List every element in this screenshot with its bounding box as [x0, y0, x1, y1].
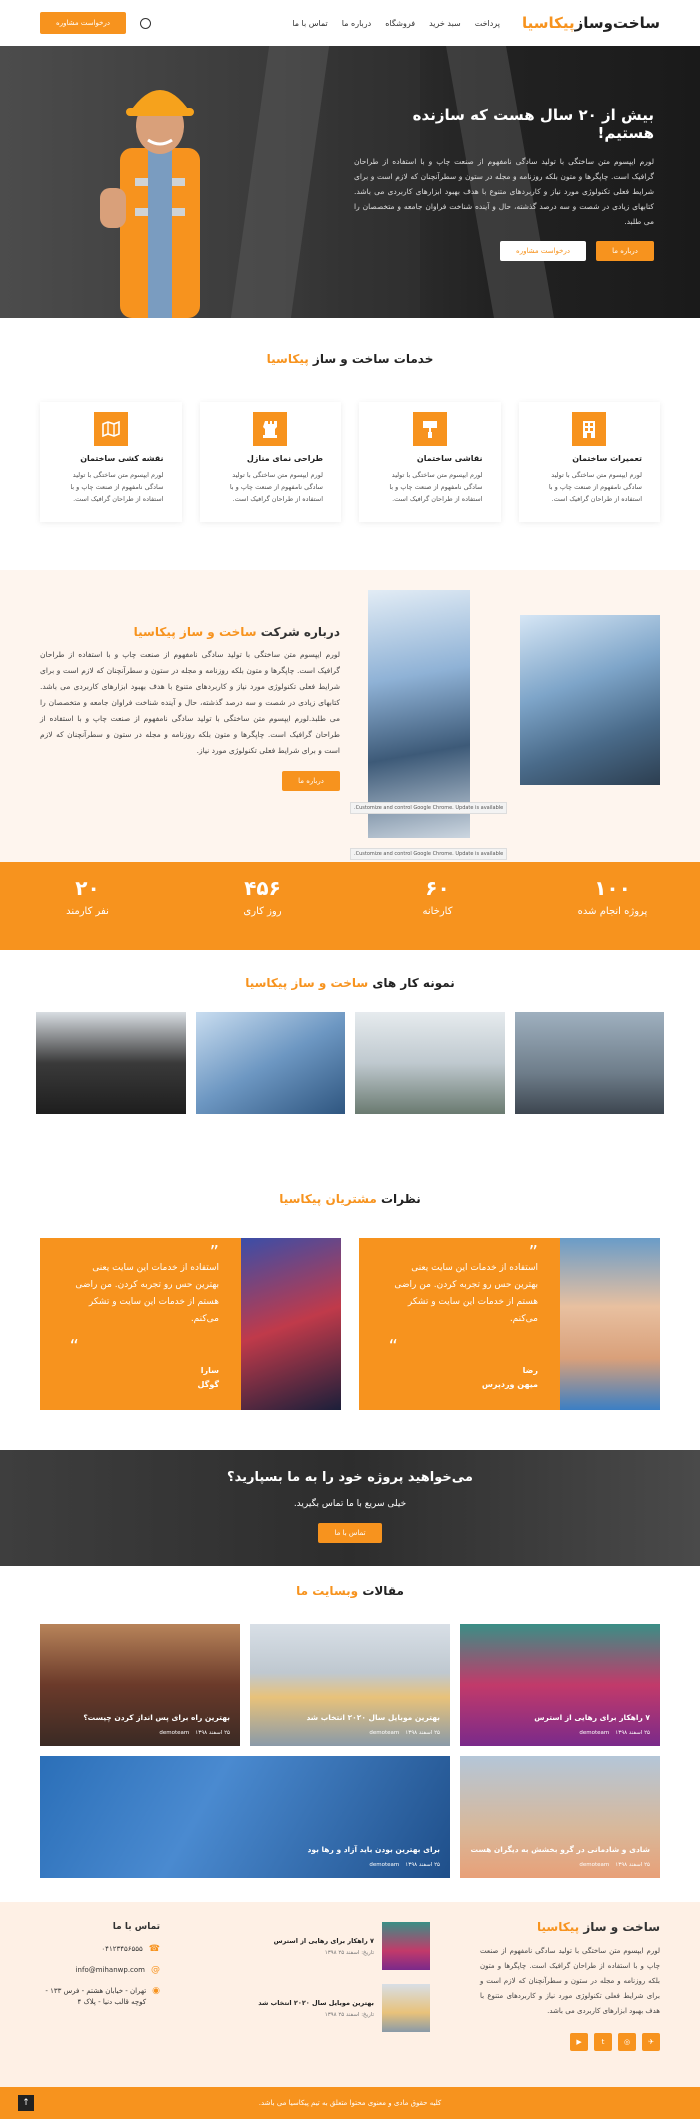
blog-card-author: demoteam	[369, 1862, 400, 1868]
blog-card-author: demoteam	[369, 1730, 400, 1736]
service-card[interactable]	[359, 402, 501, 522]
hero-text: لورم ایپسوم متن ساختگی با تولید سادگی نامفهوم از صنعت چاپ و با استفاده از طراحان گرافیک است. چاپگرها و متون بلکه روزنامه و مجله در ستون و سطرآنچنان که لازم است و برای شرایط فعلی تکنولوژی مورد نیاز و کاربردهای متنوع با هدف بهبود ابزارهای کاربردی می باشد. کتابهای زیادی در شصت و سه درصد گذشته، حال و آینده شناخت فراوان جامعه و متخصصان را می طلبد.	[354, 157, 654, 226]
blog-card[interactable]	[40, 1624, 240, 1746]
service-title: نقاشی ساختمان	[416, 454, 483, 463]
stat-label: روز کاری	[243, 906, 282, 917]
telegram-icon[interactable]: ✈	[642, 2033, 660, 2051]
blog-card-title: برای بهترین بودن باید آزاد و رها بود	[307, 1845, 440, 1854]
about-building-image-tall	[368, 590, 470, 838]
portfolio-image-workers[interactable]	[515, 1012, 665, 1114]
about-section	[0, 570, 700, 862]
services-title-b: پیکاسیا	[266, 352, 309, 366]
footer-recent-posts	[250, 1922, 430, 2046]
stat-item	[175, 862, 350, 950]
cta-section	[0, 1450, 700, 1566]
copyright-bar	[0, 2087, 700, 2119]
blog-title-a: مقالات	[362, 1584, 404, 1598]
footer-about-text: لورم ایپسوم متن ساختگی با تولید سادگی نامفهوم از صنعت چاپ و با استفاده از طراحان گرافیک است. چاپگرها و متون بلکه روزنامه و مجله در ستون و سطرآنچنان که لازم است و برای شرایط فعلی تکنولوژی مورد نیاز و کاربردهای متنوع با هدف بهبود ابزارهای کاربردی می باشد.	[480, 1947, 660, 2015]
blog-card-author: demoteam	[579, 1862, 610, 1868]
about-title	[40, 625, 340, 639]
chrome-update-tooltip: Customize and control Google Chrome. Update is available.	[350, 802, 507, 814]
blog-card-title: بهترین راه برای پس انداز کردن چیست؟	[83, 1713, 230, 1722]
cta-contact-button[interactable]: تماس با ما	[318, 1523, 382, 1543]
portfolio-title-a: نمونه کار های	[372, 976, 455, 990]
service-title: تعمیرات ساختمان	[572, 454, 642, 463]
service-card[interactable]	[40, 402, 182, 522]
recent-post[interactable]	[250, 1922, 430, 1970]
testimonials-title	[40, 1192, 660, 1206]
portfolio-image-modern-house[interactable]	[36, 1012, 186, 1114]
blog-card-author: demoteam	[579, 1730, 610, 1736]
scroll-top-icon[interactable]: ↑	[18, 2095, 34, 2111]
recent-post-title: بهترین موبایل سال ۲۰۲۰ انتخاب شد	[258, 1998, 374, 2007]
quote-close-icon: “	[388, 1336, 398, 1357]
recent-post-date: تاریخ: اسفند ۲۵ ۱۳۹۸	[324, 2011, 374, 2018]
portfolio-section	[0, 950, 700, 1168]
hero-worker-image	[90, 68, 226, 318]
search-icon[interactable]	[140, 18, 151, 29]
stat-number: ۴۵۶	[244, 876, 281, 900]
services-title	[40, 352, 660, 366]
testimonial-avatar	[560, 1238, 660, 1410]
footer-title-b: پیکاسیا	[537, 1920, 580, 1934]
testimonial-name: رضا	[522, 1366, 538, 1375]
service-title: نقشه کشی ساختمان	[80, 454, 164, 463]
blog-card-title: بهترین موبایل سال ۲۰۲۰ انتخاب شد	[306, 1713, 440, 1722]
site-header	[0, 0, 700, 46]
instagram-icon[interactable]: ◎	[618, 2033, 636, 2051]
testimonial-quote: استفاده از خدمات این سایت یعنی بهترین حس رو تجربه کردن. من راضی هستم از خدمات این سایت و تشکر می‌کنم.	[75, 1263, 219, 1324]
consult-button[interactable]: درخواست مشاوره	[40, 12, 126, 34]
hero-section	[0, 46, 700, 318]
recent-post-title: ۷ راهکار برای رهایی از استرس	[273, 1936, 374, 1945]
stat-number: ۲۰	[75, 876, 100, 900]
nav-item-cart[interactable]: سبد خرید	[429, 18, 461, 28]
testimonial-card	[40, 1238, 341, 1410]
service-text: لورم ایپسوم متن ساختگی با تولید سادگی نامفهوم از صنعت چاپ و با استفاده از طراحان گرافیک است.	[548, 471, 642, 503]
blog-section	[0, 1566, 700, 1902]
service-title: طراحی نمای منازل	[246, 454, 323, 463]
hero-consult-button[interactable]: درخواست مشاوره	[500, 241, 586, 261]
social-links	[480, 2033, 660, 2051]
stat-number: ۶۰	[425, 876, 450, 900]
paint-roller-icon	[413, 412, 447, 446]
about-title-a: درباره شرکت	[260, 625, 340, 639]
about-title-b: ساخت و ساز پیکاسیا	[133, 625, 257, 639]
footer-about-title	[480, 1920, 660, 1934]
testimonial-company: گوگل	[197, 1380, 219, 1389]
stat-item	[525, 862, 700, 950]
twitter-icon[interactable]: t	[594, 2033, 612, 2051]
nav-item-checkout[interactable]: پرداخت	[474, 18, 500, 28]
testimonials-title-b: مشتریان پیکاسیا	[279, 1192, 377, 1206]
logo-text: ساخت‌وساز	[574, 14, 660, 32]
testimonial-company: میهن وردپرس	[481, 1380, 538, 1389]
building-icon	[572, 412, 606, 446]
portfolio-image-villa[interactable]	[355, 1012, 505, 1114]
testimonial-name: سارا	[200, 1366, 219, 1375]
testimonial-quote: استفاده از خدمات این سایت یعنی بهترین حس رو تجربه کردن. من راضی هستم از خدمات این سایت و تشکر می‌کنم.	[394, 1263, 538, 1324]
hero-title: بیش از ۲۰ سال هست که سازنده هستیم!	[412, 106, 654, 142]
chess-rook-icon	[253, 412, 287, 446]
blog-card-date: ۲۵ اسفند ۱۳۹۸	[615, 1730, 650, 1736]
recent-post-thumb	[382, 1922, 430, 1970]
youtube-icon[interactable]: ▶	[570, 2033, 588, 2051]
blog-card-date: ۲۵ اسفند ۱۳۹۸	[195, 1730, 230, 1736]
site-footer	[0, 1902, 700, 2087]
hero-about-button[interactable]: درباره ما	[596, 241, 654, 261]
chrome-update-tooltip: Customize and control Google Chrome. Update is available.	[350, 848, 507, 860]
blog-card-date: ۲۵ اسفند ۱۳۹۸	[405, 1862, 440, 1868]
stat-item	[0, 862, 175, 950]
phone-icon: ☎	[148, 1944, 160, 1954]
at-icon: @	[151, 1965, 160, 1975]
stat-label: نفر کارمند	[66, 906, 109, 917]
blog-card-author: demoteam	[159, 1730, 190, 1736]
blog-card-date: ۲۵ اسفند ۱۳۹۸	[405, 1730, 440, 1736]
footer-contact-title: تماس با ما	[112, 1922, 160, 1932]
footer-phone[interactable]: ۰۴۱۲۳۴۵۶۵۵۵	[101, 1945, 143, 1953]
stat-label: پروژه انجام شده	[577, 906, 648, 917]
service-text: لورم ایپسوم متن ساختگی با تولید سادگی نامفهوم از صنعت چاپ و با استفاده از طراحان گرافیک است.	[70, 471, 164, 503]
blog-card-title: ۷ راهکار برای رهایی از استرس	[534, 1713, 650, 1722]
quote-open-icon: ”	[209, 1242, 219, 1263]
blog-card[interactable]	[460, 1624, 660, 1746]
map-icon	[94, 412, 128, 446]
site-logo[interactable]	[522, 14, 660, 32]
blog-title	[40, 1584, 660, 1598]
stat-label: کارخانه	[422, 906, 453, 917]
blog-card[interactable]	[460, 1756, 660, 1878]
main-nav	[292, 19, 500, 28]
testimonial-avatar	[241, 1238, 341, 1410]
stat-item	[350, 862, 525, 950]
recent-post-thumb	[382, 1984, 430, 2032]
blog-card-date: ۲۵ اسفند ۱۳۹۸	[615, 1862, 650, 1868]
recent-post[interactable]	[250, 1984, 430, 2032]
blog-card-title: شادی و شادمانی در گرو بخشش به دیگران هست	[470, 1845, 650, 1854]
copyright-text: کلیه حقوق مادی و معنوی محتوا متعلق به تیم پیکاسیا می باشد.	[258, 2099, 442, 2107]
footer-contact	[40, 1922, 160, 2018]
service-card[interactable]	[519, 402, 661, 522]
nav-item-about[interactable]: درباره ما	[341, 18, 372, 28]
about-building-image	[520, 615, 660, 785]
quote-open-icon: ”	[528, 1242, 538, 1263]
services-section	[0, 318, 700, 570]
footer-title-a: ساخت و ساز	[583, 1920, 660, 1934]
portfolio-image-towers[interactable]	[196, 1012, 346, 1114]
blog-title-b: وبسایت ما	[296, 1584, 359, 1598]
stats-section	[0, 862, 700, 950]
portfolio-title	[36, 976, 664, 990]
logo-brand: پیکاسیا	[521, 14, 575, 32]
testimonials-title-a: نظرات	[380, 1192, 421, 1206]
portfolio-title-b: ساخت و ساز پیکاسیا	[245, 976, 369, 990]
stat-number: ۱۰۰	[594, 876, 631, 900]
service-text: لورم ایپسوم متن ساختگی با تولید سادگی نامفهوم از صنعت چاپ و با استفاده از طراحان گرافیک است.	[229, 471, 323, 503]
hero-building-bg	[231, 46, 329, 318]
nav-item-shop[interactable]: فروشگاه	[385, 18, 416, 28]
nav-item-contact[interactable]: تماس با ما	[292, 18, 328, 28]
service-text: لورم ایپسوم متن ساختگی با تولید سادگی نامفهوم از صنعت چاپ و با استفاده از طراحان گرافیک است.	[389, 471, 483, 503]
blog-card[interactable]	[250, 1624, 450, 1746]
footer-email[interactable]: info@mihanwp.com	[75, 1966, 145, 1974]
footer-address: تهران - خیابان هشتم - فرس ۱۳۳ - کوچه قالب دنیا - پلاک ۴	[45, 1987, 147, 2006]
recent-post-date: تاریخ: اسفند ۲۵ ۱۳۹۸	[324, 1949, 374, 1956]
location-icon: ◉	[152, 1986, 160, 1996]
quote-close-icon: “	[69, 1336, 79, 1357]
blog-card[interactable]	[40, 1756, 450, 1878]
service-card[interactable]	[200, 402, 342, 522]
services-title-a: خدمات ساخت و ساز	[312, 352, 434, 366]
about-button[interactable]: درباره ما	[282, 771, 340, 791]
about-text: لورم ایپسوم متن ساختگی با تولید سادگی نامفهوم از صنعت چاپ و با استفاده از طراحان گرافیک است. چاپگرها و متون بلکه روزنامه و مجله در ستون و سطرآنچنان که لازم است و برای شرایط فعلی تکنولوژی مورد نیاز و کاربردهای متنوع با هدف بهبود ابزارهای کاربردی می باشد. کتابهای زیادی در شصت و سه درصد گذشته، حال و آینده شناخت فراوان جامعه و متخصصان را می طلبد.لورم ایپسوم متن ساختگی با تولید سادگی نامفهوم از صنعت چاپ و با استفاده از طراحان گرافیک است. چاپگرها و متون بلکه روزنامه و مجله در ستون و سطرآنچنان که لازم است و برای شرایط فعلی تکنولوژی مورد نیاز.	[40, 650, 340, 755]
cta-title: می‌خواهید پروژه خود را به ما بسپارید؟	[227, 1470, 473, 1485]
testimonials-section	[0, 1168, 700, 1450]
cta-subtitle: خیلی سریع با ما تماس بگیرید.	[293, 1499, 407, 1509]
testimonial-card	[359, 1238, 660, 1410]
